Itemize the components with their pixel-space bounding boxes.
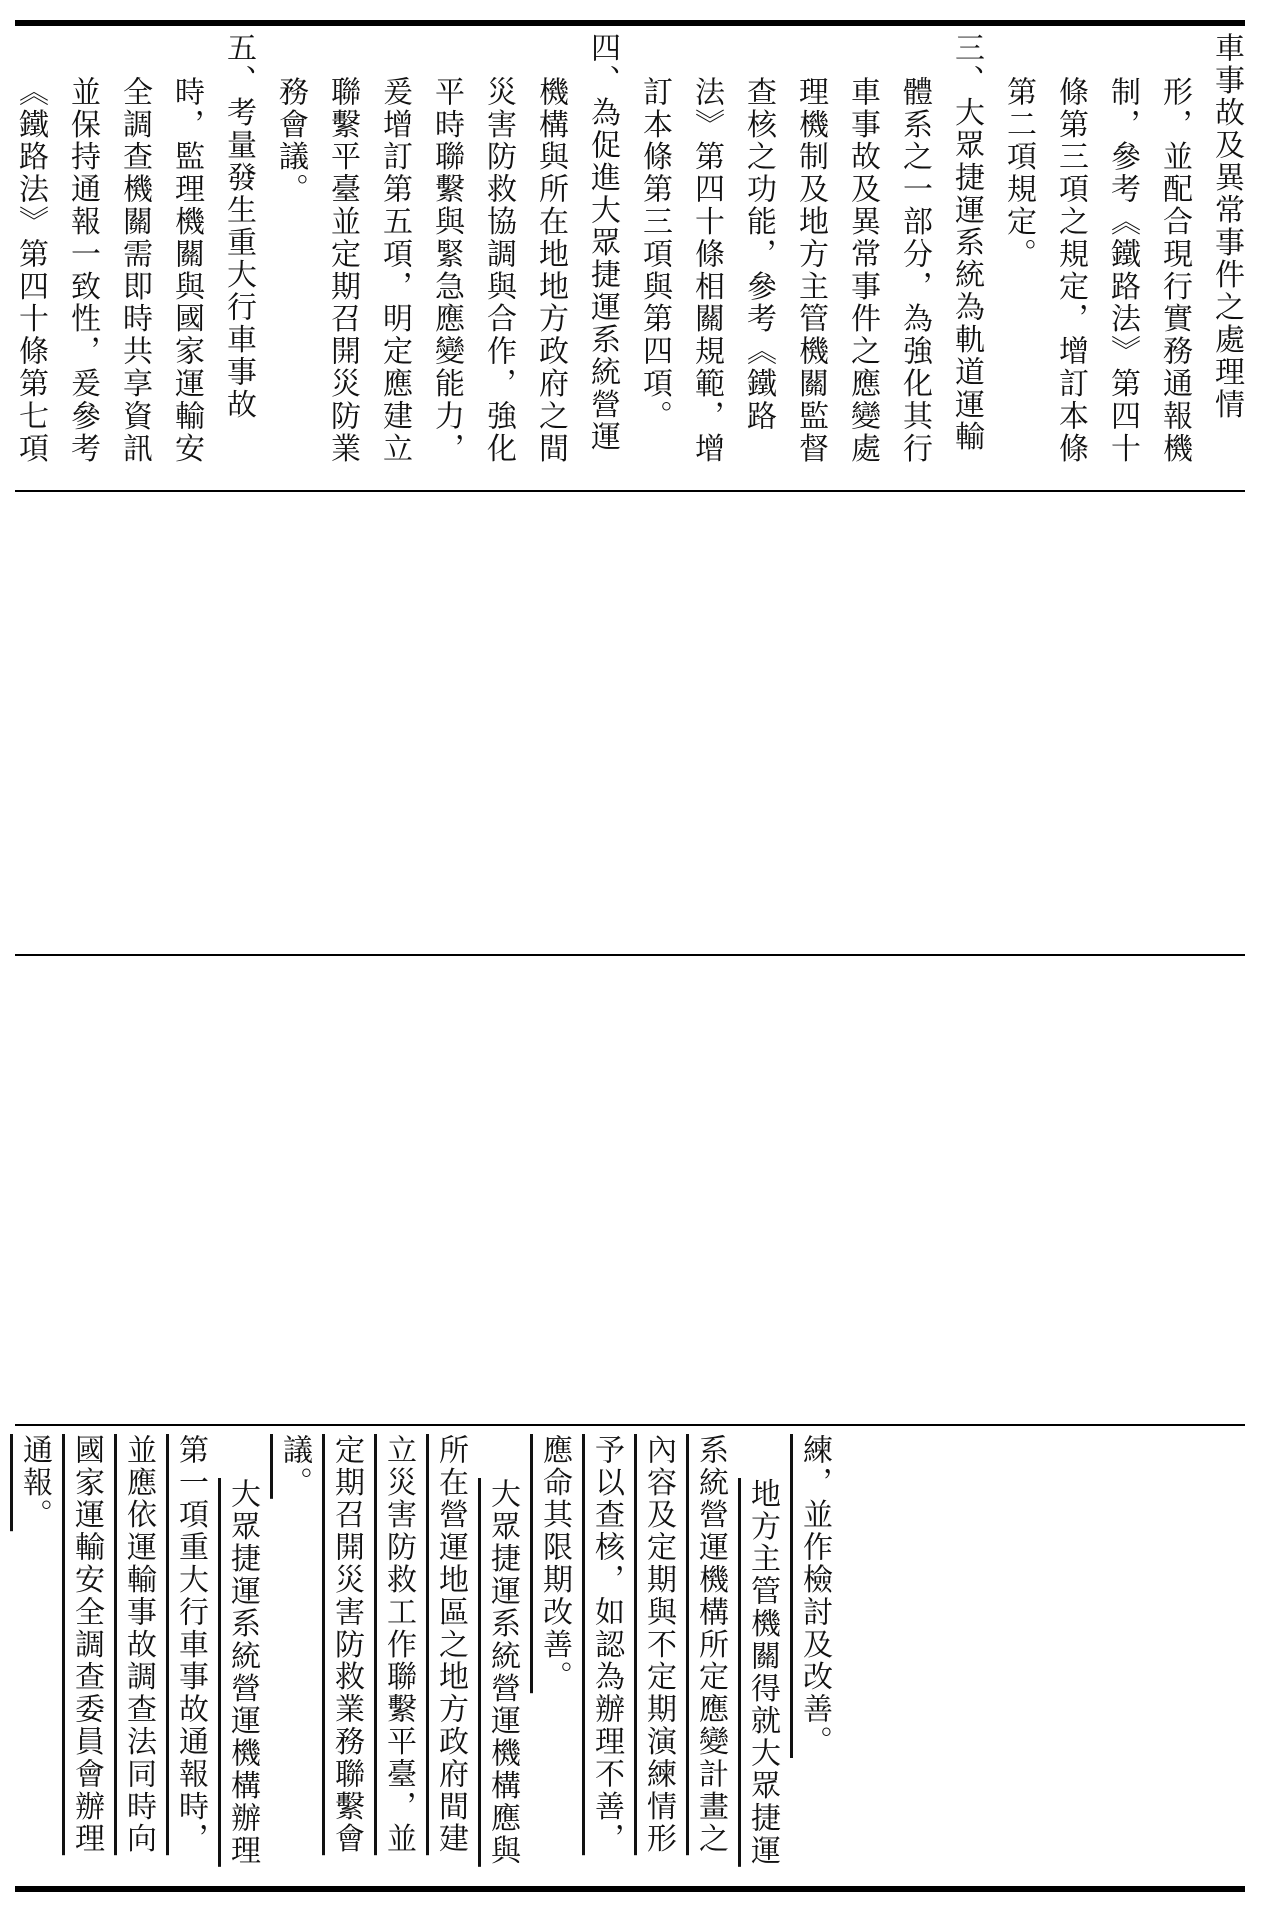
empty-cell [15, 494, 1245, 952]
top-border-rule [15, 20, 1245, 26]
paragraph-text: 練，並作檢討及改善。 [797, 1434, 832, 1758]
paragraph-text: 五、考量發生重大行車事故時，監理機關與國家運輸安全調查機關需即時共享資訊並保持通報一致性，爰參考《鐵路法》第四十條第七項 [13, 32, 256, 465]
paragraph-text: 三、大眾捷運系統為軌道運輸體系之一部分，為強化其行車事故及異常事件之應變處理機制及地方主管機關監督查核之功能，參考《鐵路法》第四十條相關規範，增訂本條第三項與第四項。 [637, 32, 984, 465]
paragraph-text: 四、為促進大眾捷運系統營運機構與所在地地方政府之間災害防救協調與合作，強化平時聯繫與緊急應變能力，爰增訂第五項，明定應建立聯繫平臺並定期召開災防業務會議。 [273, 32, 620, 465]
bottom-cell-paragraph [268, 1434, 528, 1876]
row-divider-2 [15, 954, 1245, 956]
explanation-cell [13, 32, 1252, 480]
paragraph-text: 地方主管機關得就大眾捷運系統營運機構所定應變計畫之內容及定期與不定期演練情形予以查核，如認為辦理不善，應命其限期改善。 [537, 1434, 780, 1867]
top-cell-paragraph [0, 32, 264, 480]
paragraph-text: 大眾捷運系統營運機構應與所在營運地區之地方政府間建立災害防救工作聯繫平臺，並定期召開災害防救業務聯繫會議。 [277, 1434, 520, 1867]
paragraph-text: 車事故及異常事件之處理情形，並配合現行實務通報機制，參考《鐵路法》第四十條第三項之規定，增訂本條第二項規定。 [1001, 32, 1244, 465]
top-cell-paragraph [264, 32, 628, 480]
paragraph-text: 大眾捷運系統營運機構辦理第一項重大行車事故通報時，並應依運輸事故調查法同時向國家運輸安全調查委員會辦理通報。 [17, 1434, 260, 1867]
row-divider-1 [15, 490, 1245, 492]
top-cell-paragraph [628, 32, 992, 480]
bottom-border-rule [15, 1886, 1245, 1892]
top-cell-paragraph [992, 32, 1252, 480]
bottom-cell-paragraph [788, 1434, 840, 1876]
bottom-cell-paragraph [528, 1434, 788, 1876]
bottom-cell-paragraph [8, 1434, 268, 1876]
article-text-cell [17, 1434, 840, 1876]
row-divider-3 [15, 1424, 1245, 1426]
